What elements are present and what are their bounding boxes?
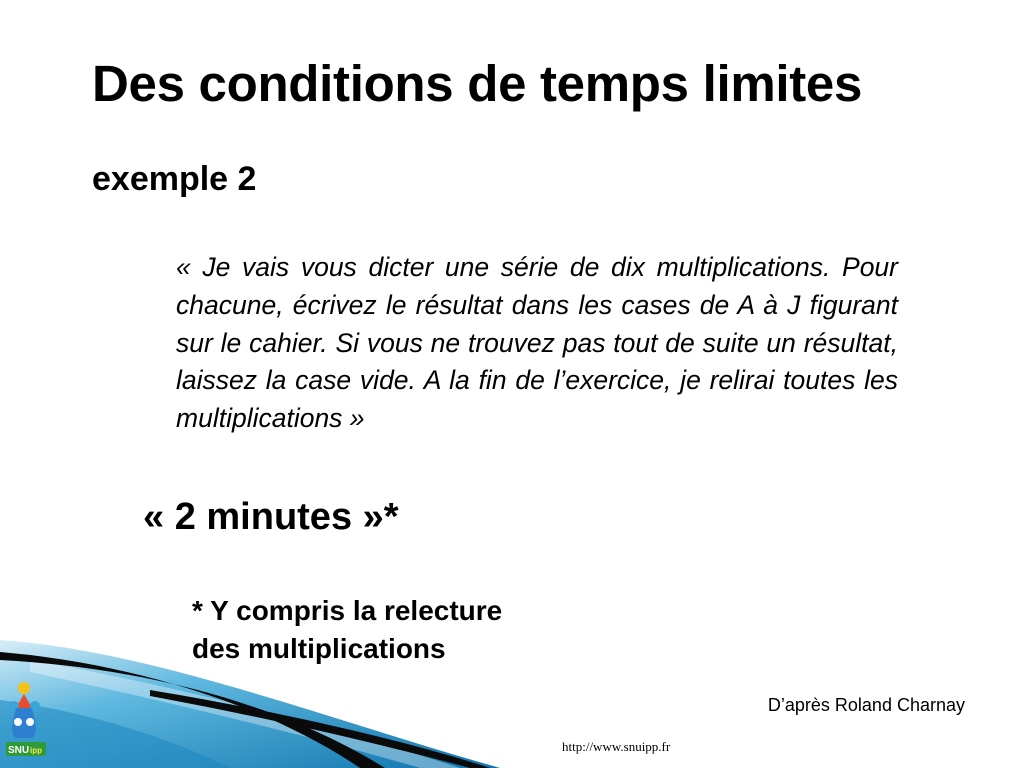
footnote: [192, 592, 502, 668]
duration-text: « 2 minutes »*: [143, 496, 399, 538]
instruction-quote: « Je vais vous dicter une série de dix multiplications. Pour chacune, écrivez le résultat dans les cases de A à J figurant sur le cahier. Si vous ne trouvez pas tout de suite un résultat, laissez la case vide. A la fin de l’exercice, je relirai toutes les multiplications »: [176, 252, 898, 434]
footnote-line-1: * Y compris la relecture: [192, 595, 503, 626]
footnote-line-2: des multiplications: [192, 633, 446, 664]
slide-title: Des conditions de temps limites: [92, 55, 863, 112]
snuipp-logo-icon: [2, 676, 50, 762]
slide-subtitle: exemple 2: [92, 160, 257, 198]
source-credit: D’après Roland Charnay: [767, 695, 965, 715]
logo-text: SNU: [8, 745, 30, 756]
source-url-link[interactable]: http://www.snuipp.fr: [562, 739, 671, 754]
logo-suffix: ipp: [30, 746, 42, 755]
